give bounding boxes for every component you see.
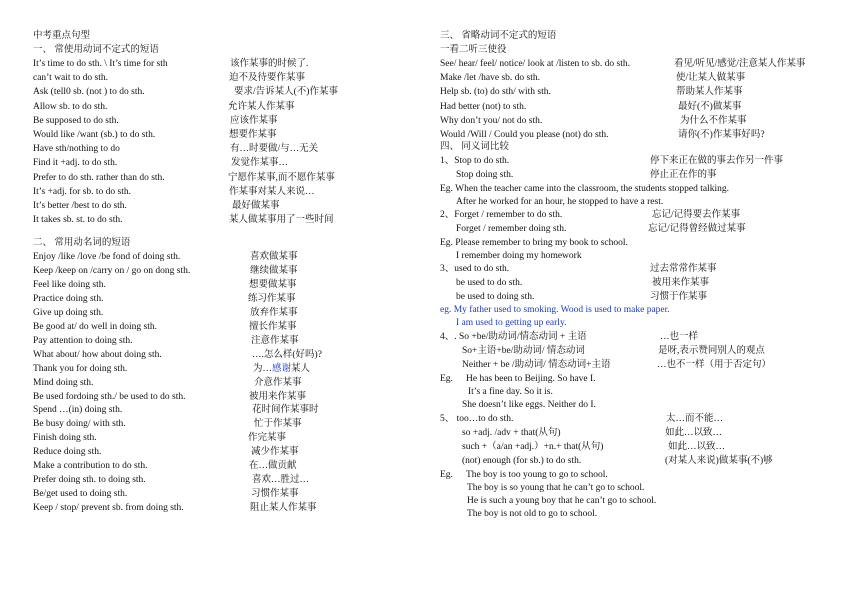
- phrase-row-en: Prefer to do sth. rather than do sth.: [33, 172, 165, 183]
- so-example-2: It’s a fine day. So it is.: [468, 387, 553, 397]
- used-row-2-cn: 被用来作某事: [652, 278, 710, 288]
- gerund-row-cn: 继续做某事: [250, 265, 298, 276]
- omit-row-cn: 请你(不)作某事好吗?: [678, 130, 765, 140]
- gerund-row-en: Feel like doing sth.: [33, 279, 106, 290]
- phrase-row-en: Ask (tell0 sb. (not ) to do sth.: [33, 87, 145, 98]
- used-row-3-cn: 习惯于作某事: [650, 292, 708, 302]
- so-row-2-en: So+主语+be/助动词/ 情态动词: [462, 346, 585, 356]
- gerund-row-cn: 作完某事: [248, 433, 287, 444]
- gerund-row-cn-part: 为…: [253, 363, 273, 374]
- gerund-row-en: Finish doing sth.: [33, 433, 97, 444]
- gerund-row-cn: 擅长作某事: [249, 321, 297, 332]
- omit-row-cn: 帮助某人作某事: [676, 87, 743, 98]
- gerund-row-cn: ….怎么样(好吗)?: [252, 349, 322, 360]
- gerund-row-cn: 喜欢…胜过…: [252, 475, 310, 486]
- gerund-row-cn: 花时间作某事时: [252, 405, 319, 416]
- section-1-heading: 一、 常使用动词不定式的短语: [33, 45, 159, 55]
- so-row-1-cn: …也一样: [660, 332, 699, 342]
- used-example-1: eg. My father used to smoking. Wood is used to make paper.: [440, 305, 670, 315]
- gerund-row-en: Spend …(in) doing sth.: [33, 405, 123, 416]
- gerund-row-cn: 喜欢做某事: [250, 252, 298, 262]
- gerund-row-en: Make a contribution to do sth.: [33, 461, 148, 472]
- stop-row-1-en: 1、Stop to do sth.: [440, 156, 510, 166]
- gerund-row-cn: 介意作某事: [254, 377, 302, 388]
- forget-row-1-cn: 忘记/记得要去作某事: [652, 210, 741, 220]
- too-example-1-text: The boy is too young to go to school.: [466, 470, 608, 480]
- neither-example: She doesn’t like eggs. Neither do I.: [462, 400, 596, 410]
- phrase-row-cn: 该作某事的时候了.: [230, 59, 309, 69]
- phrase-row-cn: 宁愿作某事,而不愿作某事: [228, 172, 335, 183]
- used-row-3-en: be used to doing sth.: [456, 292, 535, 302]
- used-row-1-cn: 过去常常作某事: [650, 264, 717, 274]
- gerund-row-en: What about/ how about doing sth.: [33, 349, 162, 360]
- gerund-row-en: Keep / stop/ prevent sb. from doing sth.: [33, 503, 184, 514]
- section-3-subheading: 一看二听三使役: [440, 45, 507, 55]
- phrase-row-cn: 作某事对某人来说…: [229, 186, 315, 197]
- too-row-4-en: (not) enough (for sb.) to do sth.: [462, 456, 582, 466]
- gerund-row-en: Enjoy /like /love /be fond of doing sth.: [33, 252, 181, 262]
- phrase-row-en: It’s +adj. for sb. to do sth.: [33, 186, 131, 197]
- so-row-1-en: 4、. So +be/助动词/情态动词 + 主语: [440, 332, 587, 342]
- gerund-row-cn: 放弃作某事: [250, 307, 298, 318]
- gerund-row-en: Be busy doing/ with sth.: [33, 419, 126, 430]
- gerund-row-en: Mind doing sth.: [33, 377, 94, 388]
- gerund-row-cn: [253, 363, 310, 375]
- too-row-2-en: so +adj. /adv + that(从句): [462, 428, 561, 438]
- gerund-row-en: Be good at/ do well in doing sth.: [33, 321, 158, 332]
- omit-row-en: Had better (not) to sth.: [440, 101, 527, 112]
- stop-row-2-cn: 停止正在作的事: [650, 170, 717, 180]
- used-row-2-en: be used to do sth.: [456, 278, 523, 288]
- forget-example-2: I remember doing my homework: [456, 251, 582, 261]
- phrase-row-en: Allow sb. to do sth.: [33, 101, 108, 112]
- phrase-row-cn: 应该作某事: [230, 115, 278, 126]
- too-row-1-cn: 太…而不能…: [666, 414, 724, 424]
- omit-row-cn: 看见/听见/感觉/注意某人作某事: [674, 59, 806, 69]
- section-4-heading: 四、 同义词比较: [440, 142, 509, 152]
- forget-row-2-cn: 忘记/记得曾经做过某事: [648, 224, 746, 234]
- phrase-row-en: It’s better /best to do sth.: [33, 201, 127, 211]
- omit-row-cn: 为什么不作某事: [680, 115, 747, 126]
- gerund-row-en: Practice doing sth.: [33, 293, 104, 304]
- phrase-row-en: Be supposed to do sth.: [33, 115, 119, 126]
- phrase-row-cn: 要求/告诉某人(不)作某事: [234, 87, 338, 98]
- phrase-row-en: Would like /want (sb.) to do sth.: [33, 130, 156, 140]
- phrase-row-cn: 允许某人作某事: [228, 101, 295, 112]
- gerund-row-en: Reduce doing sth.: [33, 447, 102, 458]
- omit-row-en: Would /Will / Could you please (not) do sth.: [440, 130, 609, 140]
- forget-row-1-en: 2、Forget / remember to do sth.: [440, 210, 563, 220]
- too-example-2: The boy is so young that he can’t go to school.: [467, 483, 645, 493]
- phrase-row-en: can’t wait to do sth.: [33, 73, 109, 84]
- gerund-row-cn: 忙于作某事: [254, 419, 302, 430]
- omit-row-en: Make /let /have sb. do sth.: [440, 73, 540, 84]
- too-row-3-cn: 如此…以致…: [668, 442, 726, 452]
- too-row-2-cn: 如此…以致…: [665, 428, 723, 438]
- gerund-row-en: Thank you for doing sth.: [33, 363, 128, 374]
- phrase-row-cn: 某人做某事用了一些时间: [229, 215, 334, 226]
- phrase-row-cn: 最好做某事: [232, 201, 280, 211]
- gerund-row-cn: 练习作某事: [248, 293, 296, 304]
- omit-row-en: Help sb. (to) do sth/ with sth.: [440, 87, 551, 98]
- gerund-row-cn: 被用来作某事: [249, 391, 307, 402]
- gerund-row-cn: 阻止某人作某事: [250, 503, 317, 514]
- so-row-2-cn: 是呀,表示赞同别人的观点: [658, 346, 765, 356]
- phrase-row-en: Have sth/nothing to do: [33, 144, 120, 155]
- gerund-row-en: Pay attention to doing sth.: [33, 335, 133, 346]
- used-row-1-en: 3、used to do sth.: [440, 264, 510, 274]
- too-example-4: The boy is not old to go to school.: [467, 509, 598, 519]
- phrase-row-en: It takes sb. st. to do sth.: [33, 215, 123, 226]
- phrase-row-cn: 有…时要做/与…无关: [230, 144, 319, 155]
- gerund-row-en: Keep /keep on /carry on / go on dong sth.: [33, 265, 191, 276]
- document-title: 中考重点句型: [33, 31, 91, 41]
- so-example-label: Eg.: [440, 374, 453, 384]
- gerund-row-cn: 想要做某事: [249, 279, 297, 290]
- gerund-row-cn: 减少作某事: [251, 447, 299, 458]
- phrase-row-en: Find it +adj. to do sth.: [33, 158, 118, 169]
- gerund-row-en: Give up doing sth.: [33, 307, 104, 318]
- used-example-2: I am used to getting up early.: [456, 318, 567, 328]
- gerund-row-cn-part: 某人: [291, 363, 311, 374]
- gerund-row-cn: 习惯作某事: [251, 489, 299, 500]
- stop-example-2: After he worked for an hour, he stopped to have a rest.: [456, 197, 664, 207]
- stop-row-2-en: Stop doing sth.: [456, 170, 514, 180]
- forget-example-1: Eg. Please remember to bring my book to school.: [440, 238, 628, 248]
- too-row-3-en: such +（a/an +adj.）+n.+ that(从句): [462, 442, 604, 452]
- omit-row-cn: 最好(不)做某事: [678, 101, 742, 112]
- gerund-row-en: Prefer doing sth. to doing sth.: [33, 475, 146, 486]
- omit-row-en: See/ hear/ feel/ notice/ look at /listen to sb. do sth.: [440, 59, 630, 69]
- section-3-heading: 三、 省略动词不定式的短语: [440, 31, 557, 41]
- phrase-row-cn: 发觉作某事…: [231, 158, 289, 169]
- section-2-heading: 二、 常用动名词的短语: [33, 238, 131, 248]
- too-example-3: He is such a young boy that he can’t go to school.: [467, 496, 657, 506]
- stop-example-1: Eg. When the teacher came into the classroom, the students stopped talking.: [440, 184, 729, 194]
- omit-row-en: Why don’t you/ not do sth.: [440, 115, 543, 126]
- too-example-label: Eg.: [440, 470, 453, 480]
- gerund-row-en: Be used fordoing sth./ be used to do sth.: [33, 391, 186, 402]
- so-example-1-text: He has been to Beijing. So have I.: [466, 374, 596, 384]
- forget-row-2-en: Forget / remember doing sth.: [456, 224, 567, 234]
- neither-row-cn: …也不一样（用于否定句）: [657, 360, 772, 370]
- neither-row-en: Neither + be /助动词/ 情态动词+主语: [462, 360, 611, 370]
- phrase-row-en: It’s time to do sth. \ It’s time for sth: [33, 59, 168, 69]
- stop-row-1-cn: 停下来正在做的事去作另一件事: [650, 156, 784, 166]
- gerund-row-cn-highlight: 感谢: [272, 363, 292, 374]
- phrase-row-cn: 想要作某事: [229, 130, 277, 140]
- gerund-row-en: Be/get used to doing sth.: [33, 489, 128, 500]
- gerund-row-cn: 在…做贡献: [249, 461, 297, 472]
- gerund-row-cn: 注意作某事: [251, 335, 299, 346]
- too-row-4-cn: (对某人来说)做某事(不)够: [665, 456, 773, 466]
- too-row-1-en: 5、 too…to do sth.: [440, 414, 514, 424]
- phrase-row-cn: 迫不及待要作某事: [229, 73, 306, 84]
- omit-row-cn: 使/让某人做某事: [676, 73, 746, 84]
